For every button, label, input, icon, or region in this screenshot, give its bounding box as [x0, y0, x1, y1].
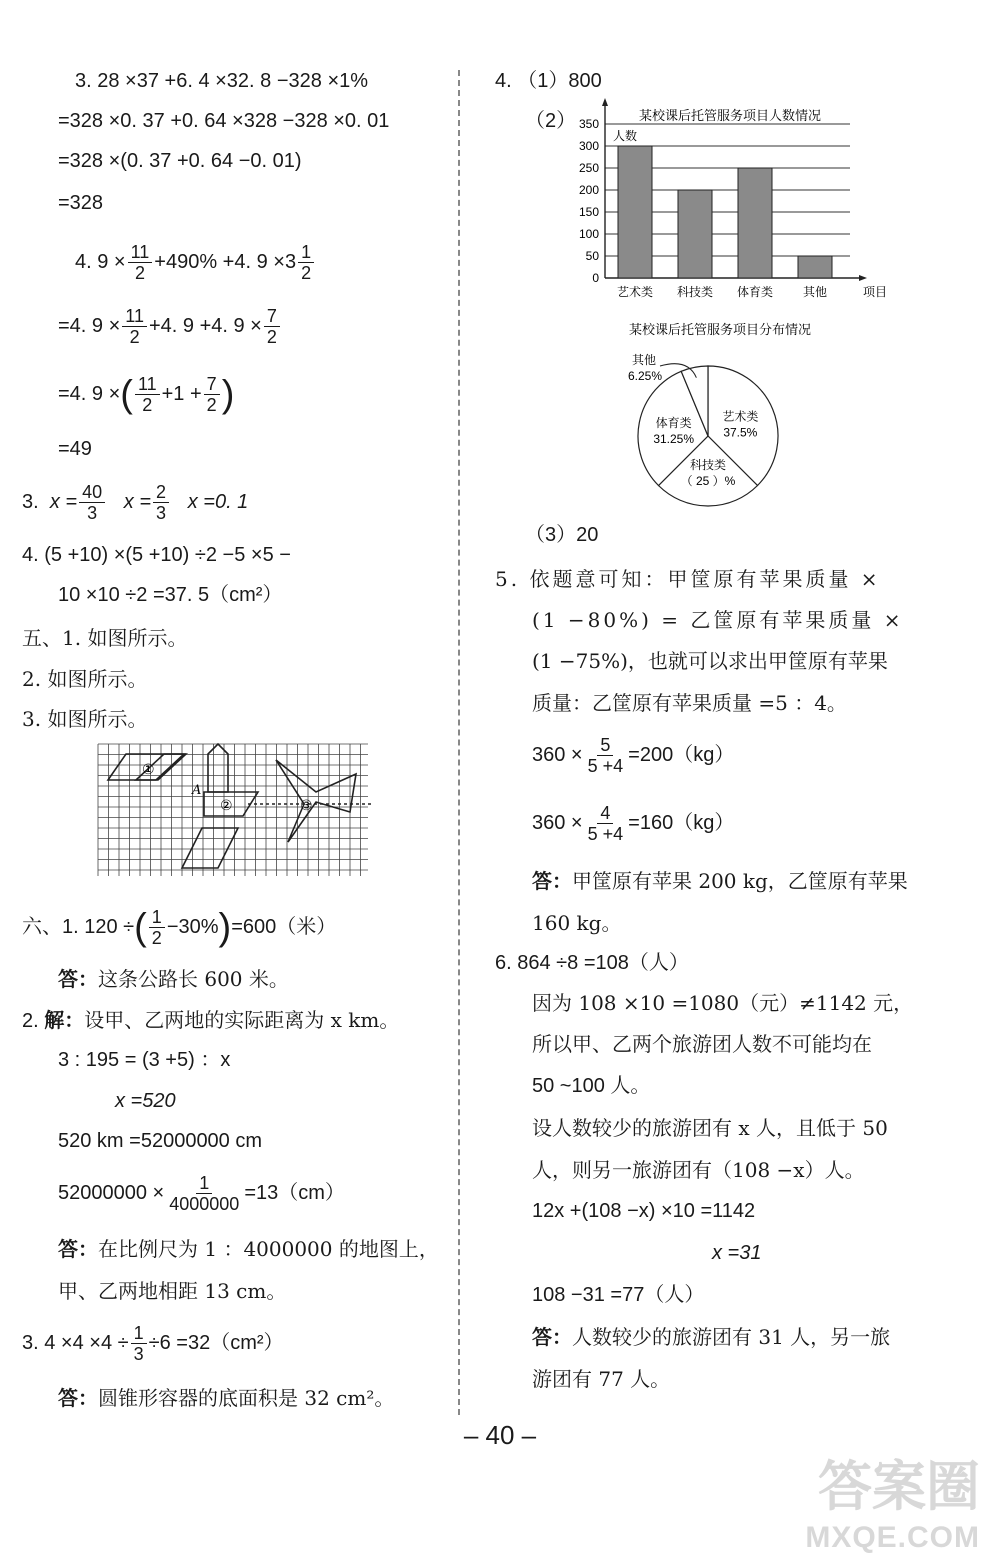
answer-text: 人数较少的旅游团有 31 人，另一旅: [572, 1325, 891, 1349]
s6-2-line-4: 520 km =52000000 cm: [58, 1130, 263, 1152]
bar-chart: [560, 100, 888, 305]
q4-line-2: 10 ×10 ÷2 =37. 5（cm²）: [58, 584, 283, 606]
q5-answer-1: [532, 868, 908, 894]
denominator: 3: [87, 503, 98, 524]
q6-line-7: 12x +(108 −x) ×10 =1142: [532, 1200, 756, 1222]
answer-text: 在比例尺为 1 ：4000000 的地图上，: [98, 1237, 439, 1261]
q6-line-6: 人，则另一旅游团有（108 −x）人。: [532, 1158, 865, 1182]
label-three: ③: [300, 798, 313, 814]
x-axis-arrow: [859, 275, 867, 281]
q5-line-3: (1 −75%)，也就可以求出甲筐原有苹果: [532, 649, 888, 673]
expr-part: =160（kg）: [628, 812, 735, 834]
bar: [738, 168, 772, 278]
fraction: [585, 735, 627, 776]
numerator: 1: [149, 907, 165, 928]
grid-lines: [98, 744, 368, 876]
fraction: [131, 1323, 147, 1364]
expr-part: =4. 9 ×: [58, 315, 121, 337]
q6-answer-1: [532, 1324, 890, 1350]
chart-title: 某校课后托管服务项目分布情况: [628, 323, 812, 338]
label-one: ①: [142, 762, 155, 778]
q5-line-5: [532, 732, 734, 778]
answer-text: 这条公路长 600 米。: [98, 967, 289, 991]
pie-value-label: 31.25%: [653, 432, 695, 447]
x-axis-label: 项目: [863, 285, 888, 299]
q6-line-5: 设人数较少的旅游团有 x 人，且低于 50: [532, 1116, 888, 1140]
paren-open: (: [134, 906, 147, 949]
expr-part: =200（kg）: [628, 744, 735, 766]
q4-3: （3）20: [525, 524, 599, 546]
expr-part: +490% +4. 9 ×3: [154, 251, 297, 273]
pie-label: 体育类: [655, 416, 692, 431]
column-divider: [458, 70, 460, 1415]
numerator: 1: [131, 1323, 147, 1344]
pie-value-label: （ 25 ）%: [680, 474, 736, 488]
x-tick-label: 科技类: [676, 285, 714, 299]
y-tick-label: 150: [578, 205, 599, 219]
s6-2-answer-2: 甲、乙两地相距 13 cm。: [58, 1279, 287, 1303]
denominator: 2: [134, 263, 145, 284]
y-tick-label: 0: [592, 271, 599, 285]
y-axis-arrow: [602, 98, 608, 106]
pie-value-label: 37.5%: [723, 425, 758, 440]
q6-line-4: 50 ~100 人。: [532, 1075, 651, 1097]
q6-line-8: x =31: [712, 1242, 762, 1264]
page-number: – 40 –: [463, 1420, 537, 1450]
pie-chart: [590, 318, 850, 518]
denominator: 2: [142, 395, 153, 416]
numerator: 11: [128, 242, 153, 263]
denominator: 2: [206, 395, 217, 416]
answer-label: 答：: [58, 1386, 98, 1410]
s6-2-line-5: [58, 1170, 345, 1216]
expr-part: =4. 9 ×: [58, 383, 121, 405]
pie-label: 科技类: [689, 458, 727, 472]
fraction: [264, 306, 280, 347]
answer-text: 甲筐原有苹果 200 kg，乙筐原有苹果: [572, 869, 908, 893]
x-tick-label: 其他: [802, 285, 828, 299]
calc-line-3: =328 ×(0. 37 +0. 64 −0. 01): [58, 150, 302, 172]
s6-item-2: [22, 1007, 399, 1034]
q5-line-6: [532, 800, 734, 846]
q6-line-9: 108 −31 =77（人）: [532, 1284, 705, 1306]
q4-line-1: 4. (5 +10) ×(5 +10) ÷2 −5 ×5 −: [22, 544, 291, 566]
fraction: [585, 803, 627, 844]
s6-2-answer-1: [58, 1236, 439, 1262]
expr-part: x =: [123, 491, 152, 513]
expr-part: +1 +: [161, 383, 202, 405]
q6-line-1: 6. 864 ÷8 =108（人）: [495, 952, 689, 974]
x-tick-label: 艺术类: [616, 285, 654, 299]
fraction: [135, 374, 160, 415]
expr-part: 4. 9 ×: [75, 251, 126, 273]
calc-line-2: =328 ×0. 37 +0. 64 ×328 −328 ×0. 01: [58, 110, 390, 132]
s5-item-3: 3. 如图所示。: [22, 707, 148, 731]
fraction: [79, 482, 105, 523]
denominator: 2: [301, 263, 312, 284]
s6-2-line-3: x =520: [115, 1090, 176, 1112]
watermark-line-2: MXQE.COM: [805, 1521, 980, 1554]
y-tick-label: 350: [578, 117, 599, 131]
calc-line-4: =328: [58, 192, 104, 214]
fraction: [298, 242, 314, 283]
bar: [618, 146, 652, 278]
pie-label: 艺术类: [722, 409, 759, 424]
watermark-line-1: 答案圈: [818, 1457, 980, 1517]
q5-line-2: (1 −80%) = 乙筐原有苹果质量 ×: [532, 608, 904, 632]
q-number: 2.: [22, 1010, 45, 1032]
fraction: [204, 374, 220, 415]
calc-line-1: 3. 28 ×37 +6. 4 ×32. 8 −328 ×1%: [75, 70, 369, 92]
shape-2-arrow: [208, 744, 228, 792]
y-tick-label: 300: [578, 139, 599, 153]
q6-line-3: 所以甲、乙两个旅游团人数不可能均在: [532, 1032, 872, 1056]
s6-3-answer: [58, 1385, 394, 1411]
s6-2-line-2: 3 : 195 = (3 +5) ：x: [58, 1049, 231, 1071]
expr-part: 六、1. 120 ÷: [22, 916, 135, 938]
answer-label: 答：: [532, 869, 572, 893]
fraction: [128, 242, 153, 283]
numerator: 7: [264, 306, 280, 327]
expr-part: ÷6 =32（cm²）: [148, 1332, 284, 1354]
pie-label: 其他: [632, 353, 657, 367]
numerator: 4: [597, 803, 613, 824]
answer-label: 答：: [532, 1325, 572, 1349]
denominator: 2: [151, 928, 162, 949]
pie-value-label: 6.25%: [628, 369, 663, 383]
numerator: 2: [153, 482, 169, 503]
y-tick-label: 200: [578, 183, 599, 197]
q5-line-1: 5. 依题意可知：甲筐原有苹果质量 ×: [495, 567, 881, 591]
expr-part: 52000000 ×: [58, 1182, 165, 1204]
q5-answer-2: 160 kg。: [532, 911, 622, 935]
denominator: 3: [156, 503, 167, 524]
shape-3-arrowhead: [276, 760, 356, 842]
expr-part: 360 ×: [532, 812, 583, 834]
q6-answer-2: 游团有 77 人。: [532, 1367, 671, 1391]
fraction: [149, 907, 165, 948]
y-tick-label: 100: [578, 227, 599, 241]
label-A: A: [192, 783, 202, 798]
denominator: 5 +4: [587, 756, 624, 777]
q3-line: [22, 480, 248, 524]
solution-label: 解：: [44, 1008, 85, 1032]
chart-title: 某校课后托管服务项目人数情况: [638, 109, 822, 124]
fraction: [153, 482, 169, 523]
expr-part: +4. 9 +4. 9 ×: [148, 315, 262, 337]
numerator: 7: [204, 374, 220, 395]
expr-part: 3. 4 ×4 ×4 ÷: [22, 1332, 129, 1354]
numerator: 40: [79, 482, 105, 503]
denominator: 4000000: [169, 1194, 240, 1215]
answer-text: 圆锥形容器的底面积是 32 cm²。: [98, 1386, 395, 1410]
denominator: 2: [129, 327, 140, 348]
numerator: 5: [597, 735, 613, 756]
y-tick-label: 50: [585, 249, 599, 263]
q4-1: 4. （1）800: [495, 70, 602, 92]
numerator: 11: [135, 374, 160, 395]
fraction: [166, 1173, 242, 1214]
expr-part: −30%: [166, 916, 219, 938]
calc-line-7: [58, 372, 234, 416]
paren-close: ): [221, 373, 235, 416]
answer-label: 答：: [58, 967, 98, 991]
x-tick-label: 体育类: [736, 285, 774, 299]
watermark-logo: [805, 1444, 980, 1555]
q6-line-2: 因为 108 ×10 =1080（元）≠1142 元，: [532, 991, 914, 1015]
paren-open: (: [120, 373, 133, 416]
denominator: 3: [133, 1344, 144, 1365]
y-tick-label: 250: [578, 161, 599, 175]
bar: [678, 190, 712, 278]
expr-part: x =: [49, 491, 78, 513]
numerator: 1: [298, 242, 314, 263]
calc-line-8: =49: [58, 438, 92, 460]
expr-part: x =0. 1: [187, 491, 249, 513]
denominator: 5 +4: [587, 824, 624, 845]
calc-line-5: [75, 240, 316, 284]
numerator: 11: [122, 306, 147, 327]
q-number: 3.: [22, 491, 39, 513]
expr-part: =600（米）: [231, 916, 337, 938]
expr-part: =13（cm）: [244, 1182, 345, 1204]
fraction: [122, 306, 147, 347]
shape-2-base: [182, 828, 238, 868]
q4-2: （2）: [525, 110, 577, 132]
label-two: ②: [220, 798, 233, 814]
denominator: 2: [266, 327, 277, 348]
s6-item-1: [22, 902, 336, 952]
s6-1-answer: [58, 966, 289, 992]
y-axis-label: 人数: [613, 129, 638, 143]
s5-item-2: 2. 如图所示。: [22, 667, 148, 691]
s5-item-1: 五、1. 如图所示。: [22, 626, 188, 650]
numerator: 1: [196, 1173, 212, 1194]
s6-item-3: [22, 1320, 284, 1366]
grid-figure: [98, 744, 380, 880]
q5-line-4: 质量：乙筐原有苹果质量 =5 ：4。: [532, 691, 847, 715]
answer-label: 答：: [58, 1237, 98, 1261]
paren-close: ): [218, 906, 232, 949]
bar: [798, 256, 832, 278]
solution-text: 设甲、乙两地的实际距离为 x km。: [84, 1008, 400, 1032]
calc-line-6: [58, 304, 282, 348]
expr-part: 360 ×: [532, 744, 583, 766]
